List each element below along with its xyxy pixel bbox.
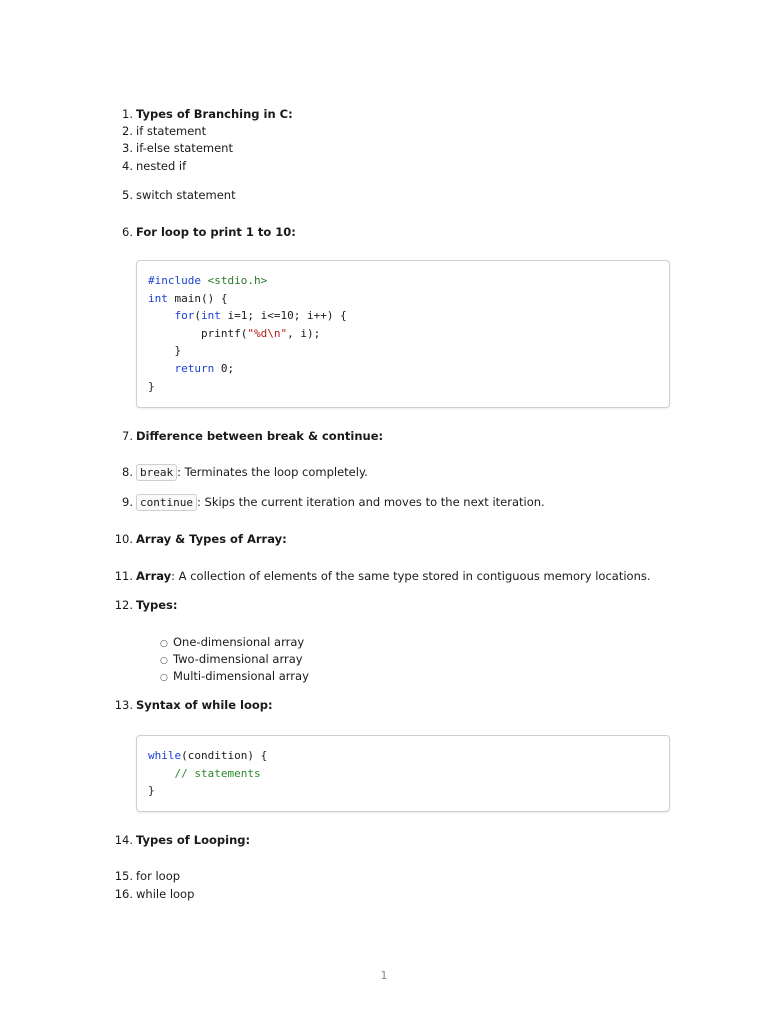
sub-list-item — [160, 651, 303, 669]
code-line — [148, 342, 181, 360]
list-item-3 — [0, 140, 768, 156]
code-line — [148, 307, 347, 325]
sub-item-text: Multi-dimensional array — [173, 669, 309, 683]
item-number: 8. — [122, 465, 133, 479]
list-item-6 — [0, 224, 768, 240]
code-line — [148, 378, 155, 396]
circle-bullet-icon: ○ — [160, 639, 168, 649]
item-text: if-else statement — [136, 141, 233, 155]
item-text — [136, 464, 368, 481]
item-number: 6. — [122, 225, 133, 239]
circle-bullet-icon: ○ — [160, 656, 168, 666]
item-text — [136, 494, 545, 511]
list-item-5 — [0, 187, 768, 203]
item-number: 12. — [114, 598, 133, 612]
item-text: while loop — [136, 887, 195, 901]
list-item-16 — [0, 886, 768, 902]
item-text: for loop — [136, 869, 181, 883]
code-include: <stdio.h> — [207, 274, 268, 287]
item-number: 1. — [122, 107, 133, 121]
item-number: 16. — [114, 887, 133, 901]
item-number: 4. — [122, 159, 133, 173]
code-keyword: #include — [148, 274, 208, 287]
item-heading: Difference between break & continue: — [136, 429, 384, 443]
sub-list-item — [160, 668, 309, 686]
sub-item-text: One-dimensional array — [173, 635, 305, 649]
item-description: : A collection of elements of the same type stored in contiguous memory locations. — [171, 569, 651, 583]
code-text: 0; — [214, 362, 235, 375]
code-line — [148, 290, 227, 308]
list-item-11 — [0, 568, 768, 584]
code-line — [148, 325, 320, 343]
code-text: } — [148, 379, 155, 393]
code-line — [148, 765, 261, 783]
sub-list-item — [160, 634, 304, 652]
code-line — [148, 747, 267, 765]
code-text: i=1; i<=10; i++) { — [220, 309, 347, 323]
page-number: 1 — [380, 969, 388, 982]
code-block-while-loop — [136, 735, 670, 812]
item-number: 2. — [122, 124, 133, 138]
item-heading: Array & Types of Array: — [136, 532, 287, 546]
item-heading: For loop to print 1 to 10: — [136, 225, 296, 239]
item-number: 3. — [122, 141, 133, 155]
item-text: if statement — [136, 124, 207, 138]
code-keyword: while — [148, 749, 182, 762]
item-heading: Types of Looping: — [136, 833, 251, 847]
item-number: 15. — [114, 869, 133, 883]
item-number: 14. — [114, 833, 133, 847]
list-item-15 — [0, 868, 768, 884]
item-number: 5. — [122, 188, 133, 202]
code-text: , i); — [287, 326, 321, 340]
list-item-2 — [0, 123, 768, 139]
code-text — [148, 309, 175, 322]
item-description: : Skips the current iteration and moves to the next iteration. — [196, 495, 545, 509]
list-item-13 — [0, 697, 768, 713]
list-item-8 — [0, 464, 768, 480]
code-text — [148, 767, 175, 780]
code-text: ( — [194, 309, 201, 323]
list-item-4 — [0, 158, 768, 174]
item-number: 13. — [114, 698, 133, 712]
code-line — [148, 782, 155, 800]
item-heading: Types: — [136, 598, 178, 612]
item-heading: Types of Branching in C: — [136, 107, 293, 121]
code-text: main() { — [167, 291, 228, 305]
code-text: } — [148, 344, 182, 358]
code-block-for-loop — [136, 260, 670, 408]
code-keyword: int — [201, 309, 221, 323]
code-text: printf( — [148, 326, 248, 340]
code-string: "%d\n" — [247, 326, 288, 340]
item-heading: Syntax of while loop: — [136, 698, 273, 712]
code-text: (condition) { — [181, 749, 268, 762]
code-line — [148, 360, 234, 378]
code-text — [148, 362, 175, 375]
code-comment: // statements — [174, 766, 261, 780]
sub-item-text: Two-dimensional array — [173, 652, 303, 666]
item-text — [136, 568, 651, 584]
item-term: Array — [136, 569, 172, 583]
code-keyword: int — [148, 291, 168, 305]
code-keyword: return — [174, 362, 215, 375]
item-number: 9. — [122, 495, 133, 509]
item-text: switch statement — [136, 188, 236, 202]
list-item-7 — [0, 428, 768, 444]
inline-code: break — [136, 464, 177, 481]
list-item-12 — [0, 597, 768, 613]
list-item-14 — [0, 832, 768, 848]
item-number: 10. — [114, 532, 133, 546]
code-text: } — [148, 784, 155, 798]
item-number: 11. — [114, 569, 133, 583]
list-item-9 — [0, 494, 768, 510]
list-item-1 — [0, 106, 768, 122]
item-number: 7. — [122, 429, 133, 443]
inline-code: continue — [136, 494, 197, 511]
item-text: nested if — [136, 159, 187, 173]
item-description: : Terminates the loop completely. — [177, 465, 368, 479]
code-line — [148, 272, 267, 290]
list-item-10 — [0, 531, 768, 547]
code-keyword: for — [174, 309, 195, 323]
circle-bullet-icon: ○ — [160, 673, 168, 683]
